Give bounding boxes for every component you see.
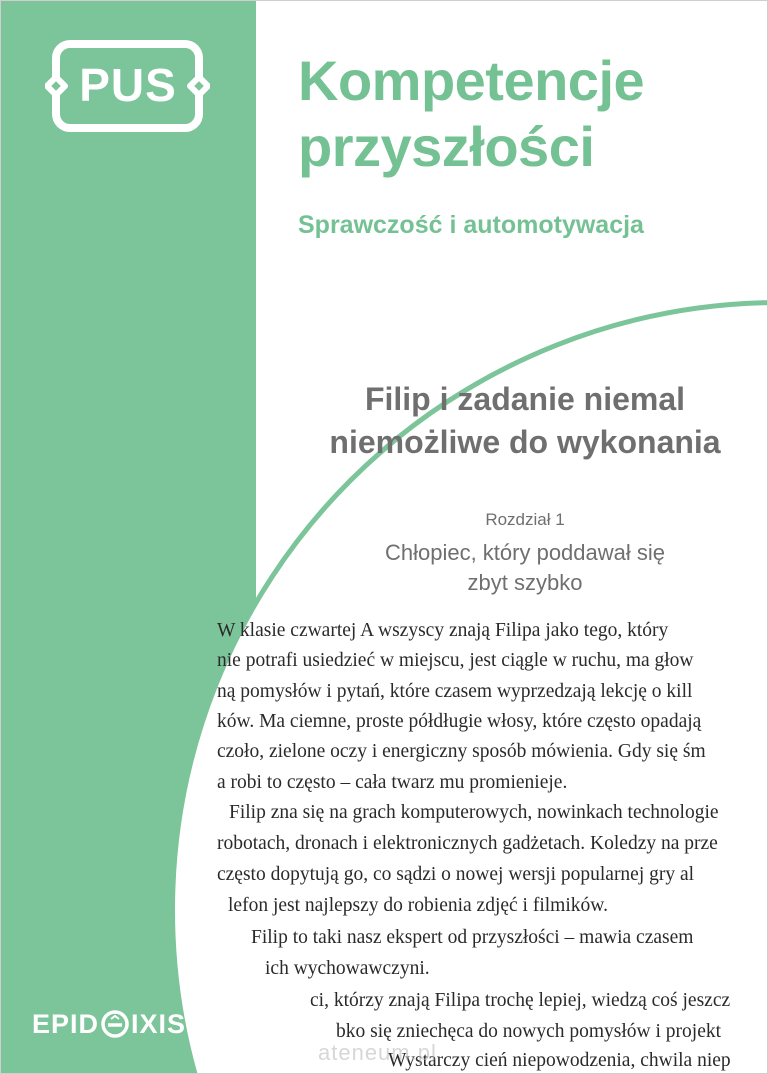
text-line: W klasie czwartej A wszyscy znają Filipa jako tego, który [217, 620, 669, 641]
chapter-title-line-2: zbyt szybko [467, 570, 583, 595]
publisher-logo-right: IXIS [131, 1008, 187, 1039]
text-line: Filip to taki nasz ekspert od przyszłości – mawia czasem [251, 927, 694, 948]
story-title-line-1: Filip i zadanie niemal [364, 381, 686, 417]
text-line: ków. Ma ciemne, proste półdługie włosy, które często opadają [217, 711, 702, 732]
chapter-label: Rozdział 1 [485, 510, 565, 529]
text-line: często dopytują go, co sądzi o nowej wersji popularnej gry al [217, 864, 695, 885]
book-title-line-2: przyszłości [298, 115, 595, 178]
book-title [298, 48, 758, 180]
book-title-line-1: Kompetencje [298, 49, 645, 112]
text-line: bko się zniechęca do nowych pomysłów i projekt [336, 1021, 722, 1042]
text-line: lefon jest najlepszy do robienia zdjęć i filmików. [228, 895, 608, 916]
watermark: ateneum.pl [318, 1040, 437, 1065]
book-subtitle: Sprawczość i automotywacja [298, 211, 644, 239]
text-line: czoło, zielone oczy i energiczny sposób mówienia. Gdy się śm [217, 741, 706, 762]
publisher-logo-left: EPID [32, 1008, 100, 1039]
text-line: ci, którzy znają Filipa trochę lepiej, wiedzą coś jeszcz [310, 990, 731, 1011]
text-line: ich wychowawczyni. [265, 958, 430, 979]
story-title-line-2: niemożliwe do wykonania [329, 424, 721, 460]
chapter-title [330, 538, 720, 598]
chapter-title-line-1: Chłopiec, który poddawał się [384, 540, 666, 565]
publisher-logo [32, 1002, 195, 1042]
publisher-emblem-icon [100, 1009, 130, 1039]
text-line: robotach, dronach i elektronicznych gadżetach. Koledzy na prze [217, 833, 718, 854]
pus-logo-text: PUS [79, 59, 177, 111]
text-line: Filip zna się na grach komputerowych, nowinkach technologie [229, 802, 719, 823]
story-title [290, 378, 760, 464]
text-line: nie potrafi usiedzieć w miejscu, jest ciągle w ruchu, ma głow [217, 650, 694, 671]
text-line: ną pomysłów i pytań, które czasem wyprzedzają lekcję o kill [217, 681, 693, 702]
text-line: Wystarczy cień niepowodzenia, chwila niep [388, 1050, 731, 1071]
text-line: a robi to często – cała twarz mu promienieje. [217, 772, 568, 793]
registered-mark: ® [186, 1006, 196, 1018]
